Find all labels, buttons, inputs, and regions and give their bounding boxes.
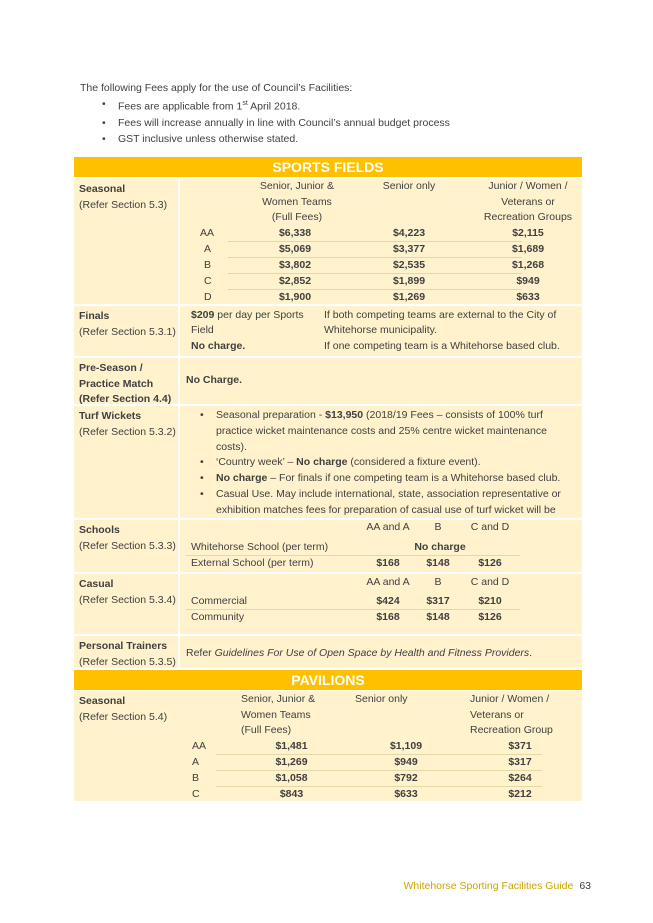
table-row [74,787,582,803]
fee-senior: $633 [394,788,418,800]
turf-list [188,408,562,534]
fee-junior: $2,115 [512,227,544,239]
row-content [180,306,582,356]
list-item: • Seasonal preparation - $13,950 (2018/19 Fees – consists of 100% turf practice wicket maintenance costs and 25% centre wicket maintenance costs). [204,408,562,455]
row-label-ref: (Refer Section 5.3.4) [79,593,176,606]
fee-full: $1,269 [275,756,308,768]
row-label-ref: (Refer Section 5.3) [79,198,168,211]
finals-nocharge-desc: If one competing team is a Whitehorse based club. [324,340,560,352]
finals-desc: If both competing teams are external to the City of [324,309,557,321]
row-label-title: Personal Trainers [79,640,168,652]
intro [80,80,580,147]
row-label [74,179,178,304]
casual-fee: $424 [376,595,400,607]
grade: AA [200,227,215,239]
row-label-ref: (Refer Section 5.3.3) [79,539,176,552]
table-row [180,258,582,274]
row-label-title: Turf Wickets [79,410,142,422]
pavilions-heading: PAVILIONS [74,670,582,690]
fee-junior: $317 [508,756,532,768]
fee-junior: $1,689 [511,243,545,255]
row-label-ref: (Refer Section 5.3.1) [79,325,176,338]
casual-fee: $210 [478,595,502,607]
row-label-title: Practice Match [79,377,154,390]
grade: D [204,291,212,303]
intro-bullet-text: April 2018. [247,100,301,113]
col-header: B [434,576,442,588]
table-row [74,755,582,771]
casual-fee: $168 [376,611,400,623]
table-row [180,274,582,290]
row-content [180,406,582,518]
table-row [74,771,582,787]
row-content [180,520,582,572]
finals-fee-line2: Field [191,324,214,336]
sports-seasonal-row [74,179,582,304]
grade: B [192,772,200,784]
table-row [180,242,582,258]
fee-junior: $949 [516,275,540,287]
fee-full: $3,802 [278,259,312,271]
fee-full: $2,852 [278,275,312,287]
casual-fee: $148 [426,611,450,623]
intro-bullet [118,96,580,115]
grade: A [192,756,200,768]
fee-junior: $371 [508,740,532,752]
fee-full: $1,481 [275,740,308,752]
row-label-title: Seasonal [79,183,126,195]
col-header: B [434,521,442,533]
fee-full: $5,069 [278,243,312,255]
finals-desc-line2: Whitehorse municipality. [324,324,438,336]
sports-schools-row [74,520,582,572]
table-row [74,739,582,755]
sports-casual-row [74,574,582,634]
school-row-value: No charge [414,541,466,553]
intro-list [80,96,580,147]
row-label-title: Finals [79,310,110,322]
row-label [74,636,178,668]
casual-row-label: Commercial [191,595,248,607]
col-header-junior: Junior / Women / Veterans or Recreation Group [470,693,553,736]
fee-full: $843 [279,788,304,800]
row-label-title: Schools [79,524,120,536]
grade: A [204,243,212,255]
divider [228,257,522,258]
row-label-ref: (Refer Section 5.3.2) [79,425,176,438]
casual-fee: $126 [478,611,502,623]
col-header-senior: Senior only [382,180,436,192]
col-header: C and D [470,521,510,533]
col-header-senior: Senior only [355,693,408,705]
grade: B [204,259,212,271]
intro-bullet-sup: st [242,100,248,107]
row-label [74,358,178,404]
sports-turf-row [74,406,582,518]
fee-senior: $2,535 [392,259,426,271]
page-footer [403,880,591,892]
fee-junior: $1,268 [511,259,545,271]
school-row-label: Whitehorse School (per term) [191,541,329,553]
row-label-ref: (Refer Section 5.3.5) [79,655,176,668]
row-content [180,179,582,304]
col-header: AA and A [366,576,410,588]
sports-trainers-row [74,636,582,668]
fee-senior: $1,899 [392,275,426,287]
intro-bullet: • Fees will increase annually in line with Council’s annual budget process [118,115,580,131]
trainers-text: Refer Guidelines For Use of Open Space by Health and Fitness Providers. [186,647,533,659]
row-label-title: Seasonal [79,695,126,707]
divider [186,609,520,610]
fee-junior: $264 [508,772,532,784]
grade: C [204,275,212,287]
grade: AA [192,740,207,752]
list-item: • Casual Use. May include international, state, association representative or exhibition matches fees for preparation of casual use of turf wicket will be [204,487,562,534]
page-number: 63 [579,880,591,892]
row-label-title: Pre-Season / [79,362,143,374]
divider [228,289,522,290]
fee-full: $6,338 [278,227,312,239]
list-item: • No charge – For finals if one competing team is a Whitehorse based club. [204,471,562,487]
row-label [74,520,178,572]
row-content [180,574,582,634]
fee-full: $1,900 [278,291,312,303]
school-fee: $168 [376,557,400,569]
row-label-ref: (Refer Section 4.4) [79,393,172,405]
row-content [180,358,582,404]
intro-bullet: • GST inclusive unless otherwise stated. [118,131,580,147]
row-label-ref: (Refer Section 5.4) [79,710,168,723]
list-item: • ‘Country week’ – No charge (considered a fixture event). [204,455,562,471]
divider [228,273,522,274]
divider [228,241,522,242]
col-header-full: Senior, Junior & Women Teams (Full Fees) [259,180,335,223]
divider [186,555,520,556]
finals-nocharge: No charge. [191,340,246,352]
intro-bullet-text: Fees are applicable from 1 [118,100,243,113]
pavilions-seasonal-row [74,691,582,801]
sports-finals-row [74,306,582,356]
casual-fee: $317 [426,595,450,607]
casual-row-label: Community [191,611,245,623]
preseason-value: No Charge. [186,374,243,386]
sports-preseason-row [74,358,582,404]
school-fee: $148 [426,557,450,569]
col-header-full: Senior, Junior & Women Teams (Full Fees) [241,693,316,736]
fee-senior: $1,269 [392,291,426,303]
fee-senior: $1,109 [389,740,423,752]
row-content [180,636,582,668]
table-row [180,290,582,306]
table-row [180,226,582,242]
fee-senior: $792 [394,772,418,784]
fee-full: $1,058 [275,772,308,784]
school-row-label: External School (per term) [191,557,314,569]
divider [216,786,542,787]
col-header: C and D [470,576,510,588]
finals-fee: $209 per day per Sports [191,309,304,321]
col-header: AA and A [366,521,410,533]
row-label [74,574,178,634]
fee-junior: $212 [508,788,532,800]
row-label [74,306,178,356]
divider [216,770,542,771]
fee-senior: $3,377 [392,243,426,255]
row-label-title: Casual [79,578,114,590]
divider [216,754,542,755]
fee-senior: $949 [394,756,418,768]
fee-senior: $4,223 [392,227,426,239]
school-fee: $126 [478,557,502,569]
row-label [74,406,178,518]
fee-junior: $633 [516,291,540,303]
intro-text: The following Fees apply for the use of Council’s Facilities: [80,82,353,94]
sports-fields-heading: SPORTS FIELDS [74,157,582,177]
grade: C [192,788,200,800]
footer-title: Whitehorse Sporting Facilities Guide [403,880,574,892]
col-header-junior: Junior / Women / Veterans or Recreation Groups [483,180,573,223]
